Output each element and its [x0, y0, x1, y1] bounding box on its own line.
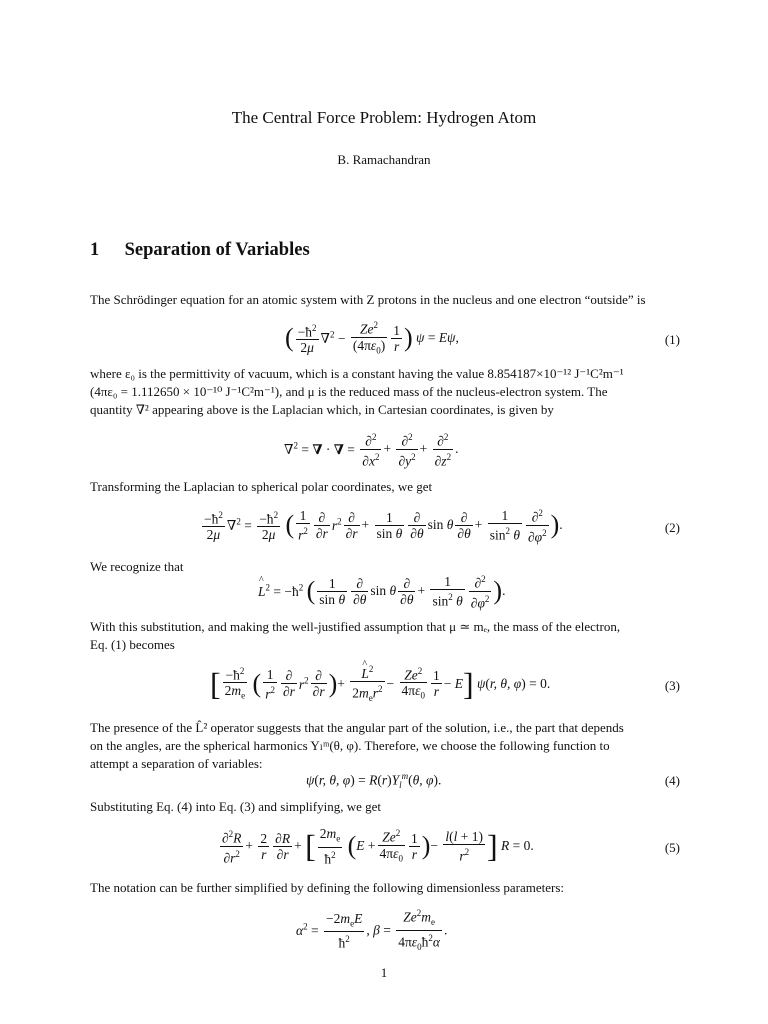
equation-4-label: (4) [664, 773, 680, 788]
paragraph-permittivity-line1: where ε₀ is the permittivity of vacuum, which is a constant having the value 8.854187×10⁻¹² J⁻¹C²m⁻¹ [90, 366, 624, 381]
section-number: 1 [90, 240, 100, 260]
paper-author: B. Ramachandran [337, 152, 431, 167]
paragraph-substituting: Substituting Eq. (4) into Eq. (3) and simplifying, we get [90, 799, 382, 814]
paragraph-recognize: We recognize that [90, 559, 184, 574]
paragraph-angular-line2: on the angles, are the spherical harmonics Yₗᵐ(θ, φ). Therefore, we choose the following function to [90, 738, 610, 753]
equation-1: ( $\frac{-ħ^2}{2\mu}$ ∇$^2$ − $\frac{Ze^2}{(4\pi\varepsilon_0)}$ $\frac{1}{r}$ ) ψ = Eψ, [285, 320, 459, 356]
equation-3: [ $\frac{-ħ^2}{2m_e}$ ( $\frac{1}{r^2}$ $\frac{\partial}{\partial r}$ $r^2$ $\frac{\partial}{\partial r}$ )+ ^ $\frac{L^2}{2m_er^2}$ − $\frac{Ze^2}{4\pi\varepsilon_0}$ $\frac{1}{r}$ − E] ψ(r, θ, φ) = 0. [210, 662, 550, 706]
equation-dimensionless-parameters: $\alpha^2$ = $\frac{-2m_eE}{ħ^2}$ , β = $\frac{Ze^2m_e}{4\pi\varepsilon_0ħ^2\alpha}$ . [296, 908, 448, 953]
equation-2-label: (2) [664, 520, 680, 535]
equation-2: $\frac{-ħ^2}{2\mu}$ ∇$^2$ = $\frac{-ħ^2}{2\mu}$ ( $\frac{1}{r^2}$ $\frac{\partial}{\partial r}$ $r^2$ $\frac{\partial}{\partial r}$ + $\frac{1}{\text{sin θ}}$ $\frac{\partial}{\partial\theta}$ sin θ $\frac{\partial}{\partial\theta}$ + $\frac{1}{\sin^2 \theta}$ $\frac{\partial^2}{\partial\varphi^2}$ ). [204, 507, 563, 544]
paper-title: The Central Force Problem: Hydrogen Atom [231, 108, 537, 127]
paragraph-permittivity-line2: (4πε₀ = 1.112650 × 10⁻¹⁰ J⁻¹C²m⁻¹), and μ is the reduced mass of the nucleus-electron system. The [90, 384, 608, 399]
paragraph-angular-line3: attempt a separation of variables: [90, 756, 263, 771]
paragraph-substitution-line2: Eq. (1) becomes [90, 637, 175, 652]
equation-1-label: (1) [664, 332, 680, 347]
equation-3-label: (3) [664, 678, 680, 693]
paragraph-substitution-line1: With this substitution, and making the well-justified assumption that μ ≃ mₑ, the mass of the electron, [90, 619, 621, 634]
page-number: 1 [380, 965, 388, 980]
equation-angular-momentum: ^ $L^2$ = $-ħ^2$ ( $\frac{1}{\text{sin θ}}$ $\frac{\partial}{\partial\theta}$ sin θ $\frac{\partial}{\partial\theta}$ + $\frac{1}{\sin^2 \theta}$ $\frac{\partial^2}{\partial\varphi^2}$ ). [258, 572, 505, 610]
paragraph-spherical: Transforming the Laplacian to spherical polar coordinates, we get [90, 479, 433, 494]
paragraph-permittivity-line3: quantity ∇² appearing above is the Laplacian which, in Cartesian coordinates, is given by [90, 402, 554, 417]
paragraph-intro: The Schrödinger equation for an atomic system with Z protons in the nucleus and one electron “outside” is [90, 292, 646, 307]
paragraph-angular-line1: The presence of the L̂² operator suggests that the angular part of the solution, i.e., the part that depends [90, 720, 624, 735]
equation-5: $\frac{\partial^2R}{\partial r^2}$ + $\frac{2}{r}$ $\frac{\partial R}{\partial r}$ + [ $\frac{2m_e}{ħ^2}$ (E + $\frac{Ze^2}{4\pi\varepsilon_0}$ $\frac{1}{r}$ )− $\frac{l(l + 1)}{r^2}$ ] R = 0. [222, 826, 534, 867]
equation-laplacian-cartesian: ∇$^2$ = ∇ · ∇ = $\frac{\partial^2}{\partial x^2}$ + $\frac{\partial^2}{\partial y^2}$ + $\frac{\partial^2}{\partial z^2}$ . [284, 432, 459, 468]
equation-5-label: (5) [664, 840, 680, 855]
paragraph-dimensionless: The notation can be further simplified by defining the following dimensionless parameters: [90, 880, 565, 895]
section-heading [90, 240, 310, 261]
equation-4: ψ(r, θ, $\varphi) = R(r)Y_l^m(\theta$, φ). [306, 771, 442, 791]
section-title: Separation of Variables [124, 240, 310, 260]
